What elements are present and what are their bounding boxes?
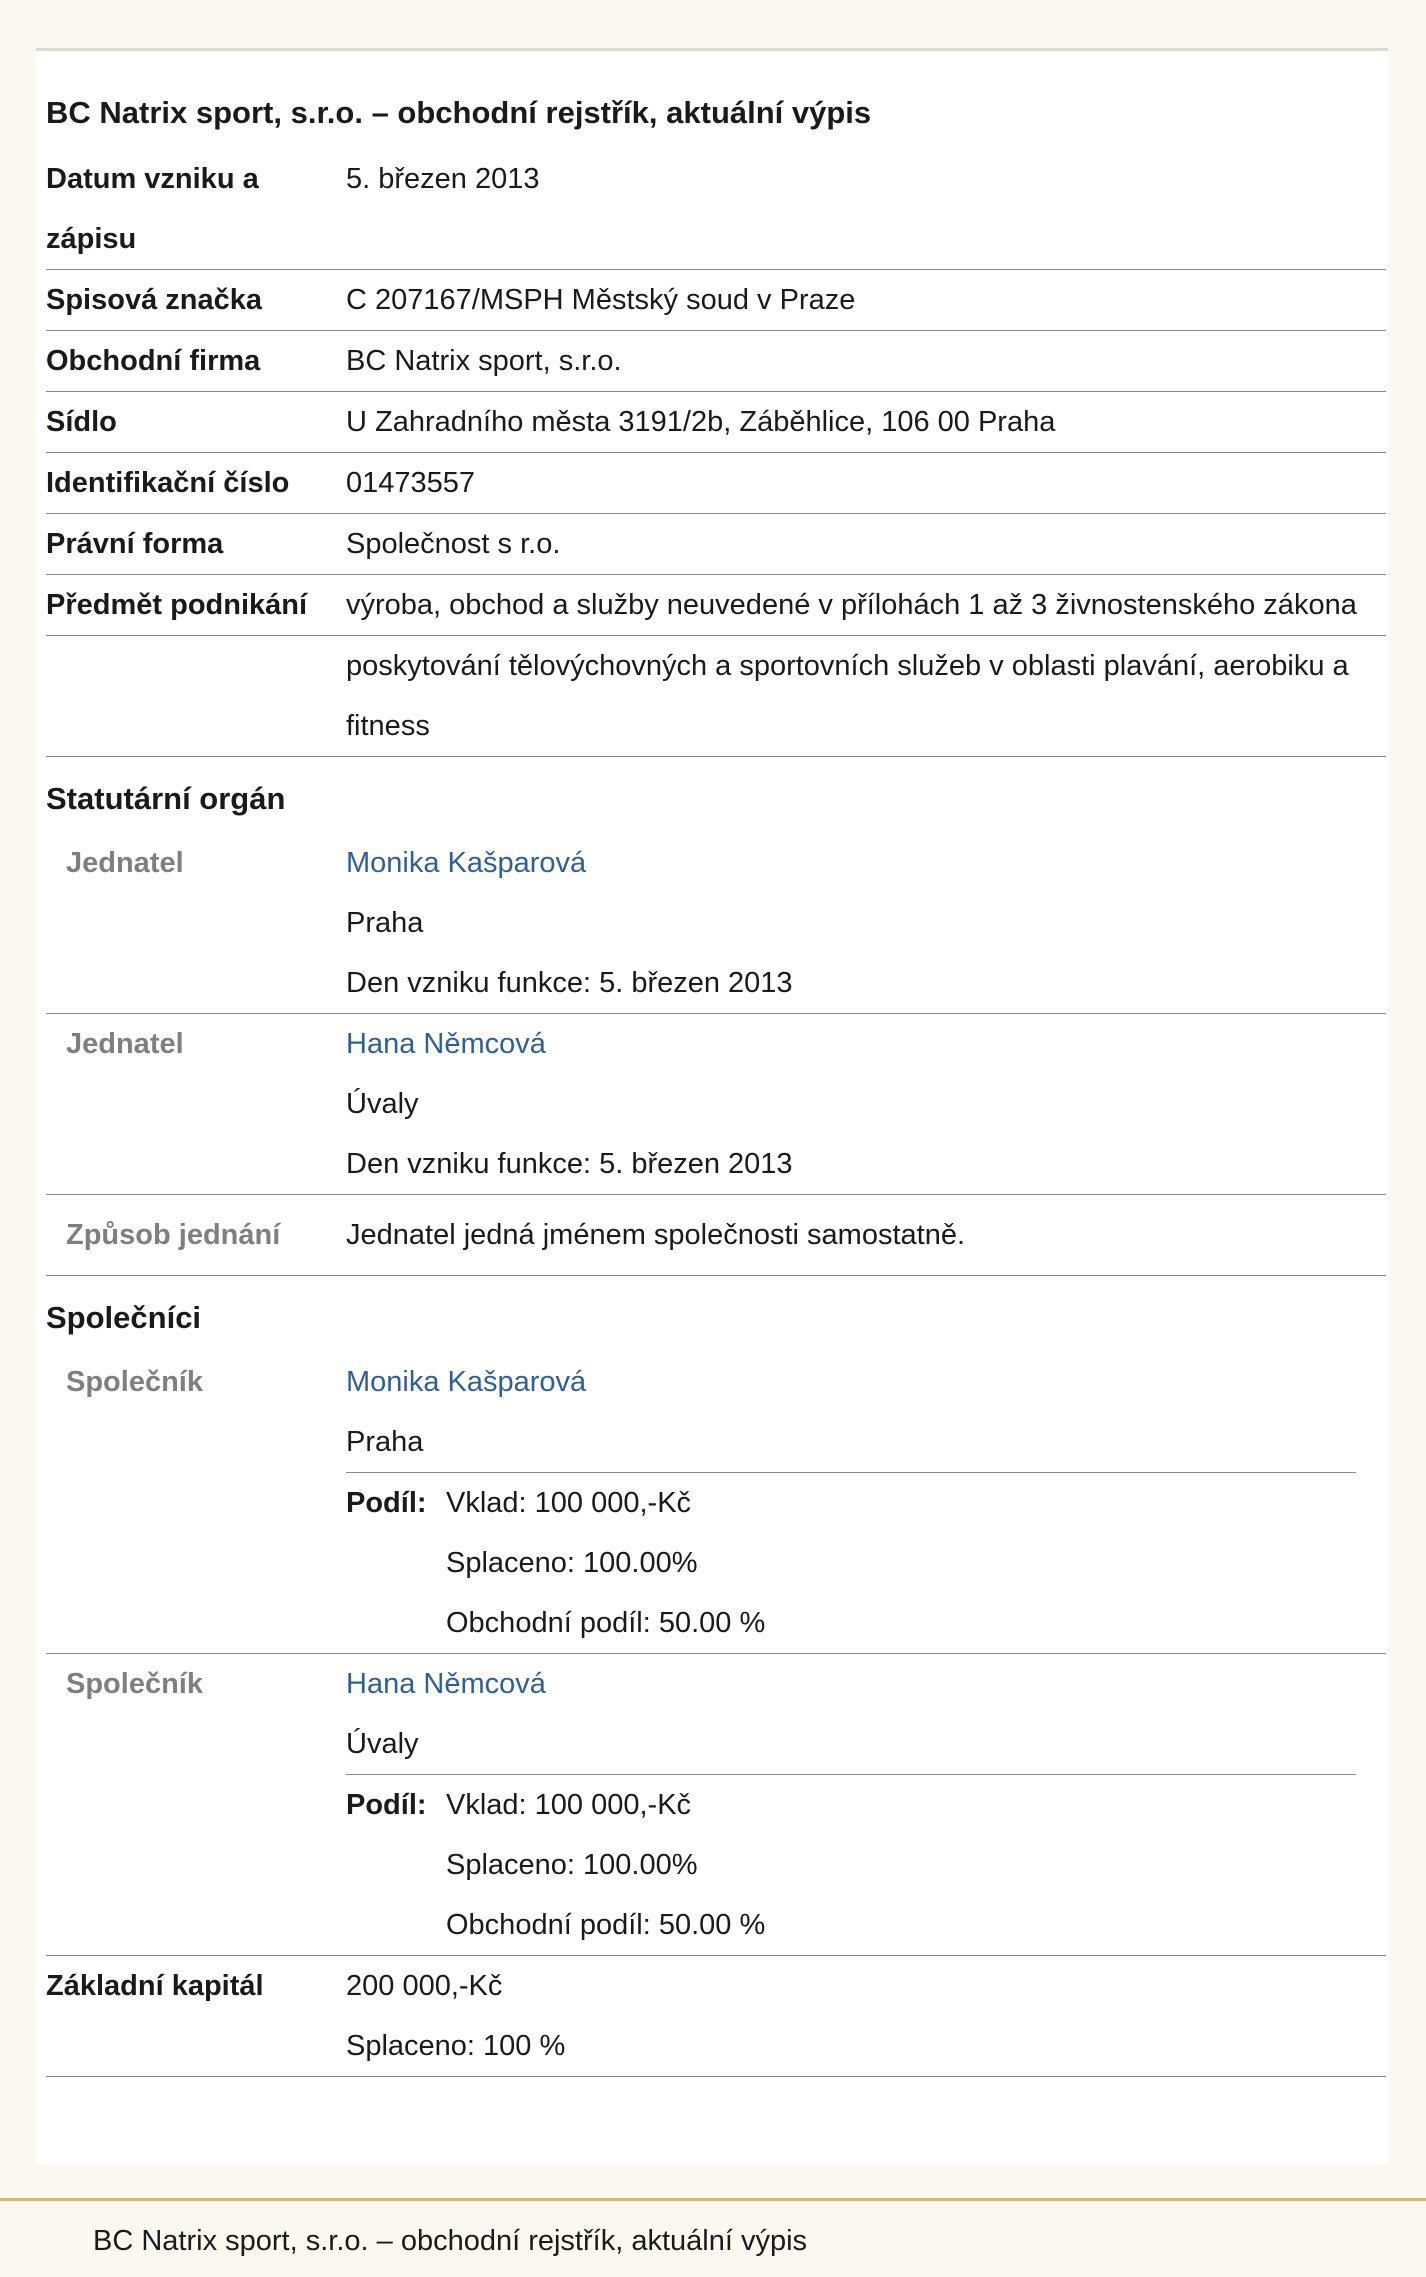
value-zpusob-jednani: Jednatel jedná jménem společnosti samostatně. (346, 1219, 966, 1251)
label-zpusob-jednani: Způsob jednání (66, 1219, 281, 1251)
value-spisova-znacka: C 207167/MSPH Městský soud v Praze (346, 284, 856, 316)
heading-spolecnici: Společníci (46, 1300, 202, 1335)
value-sidlo: U Zahradního města 3191/2b, Záběhlice, 106 00 Praha (346, 406, 1056, 438)
row-sidlo (46, 392, 1386, 453)
statutarni-member-1 (46, 833, 1386, 1014)
label-pravni-forma: Právní forma (46, 528, 224, 560)
value-obchodni-firma: BC Natrix sport, s.r.o. (346, 345, 622, 377)
spolecnik-2 (46, 1654, 1386, 1956)
person-city: Úvaly (346, 1088, 419, 1120)
share-label: Podíl: (346, 1789, 427, 1821)
role-jednatel: Jednatel (66, 847, 184, 879)
person-city: Praha (346, 907, 424, 939)
value-predmet-1: výroba, obchod a služby neuvedené v přílohách 1 až 3 živnostenského zákona (346, 589, 1357, 621)
footer (0, 2198, 1426, 2277)
label-ico: Identifikační číslo (46, 467, 290, 499)
label-obchodni-firma: Obchodní firma (46, 345, 261, 377)
person-link[interactable]: Hana Němcová (346, 1028, 546, 1060)
label-zakladni-kapital: Základní kapitál (46, 1970, 264, 2002)
value-pravni-forma: Společnost s r.o. (346, 528, 561, 560)
share-block (346, 1472, 1356, 1653)
register-content (46, 93, 1386, 2077)
row-zakladni-kapital (46, 1956, 1386, 2077)
label-sidlo: Sídlo (46, 406, 117, 438)
label-predmet: Předmět podnikání (46, 589, 308, 621)
label-empty (46, 636, 346, 756)
person-link[interactable]: Monika Kašparová (346, 1366, 587, 1398)
share-vklad: Vklad: 100 000,-Kč (446, 1789, 692, 1821)
row-predmet-1 (46, 575, 1386, 636)
row-pravni-forma (46, 514, 1386, 575)
person-city: Úvaly (346, 1728, 419, 1760)
label-datum-vzniku: Datum vzniku a zápisu (46, 163, 259, 255)
row-datum-vzniku (46, 149, 1386, 270)
value-zakladni-kapital: 200 000,-Kč (346, 1970, 503, 2002)
register-panel (36, 48, 1388, 2165)
person-city: Praha (346, 1426, 424, 1458)
share-splaceno: Splaceno: 100.00% (446, 1547, 698, 1579)
footer-text: BC Natrix sport, s.r.o. – obchodní rejstřík, aktuální výpis (93, 2225, 808, 2257)
share-obchodni-podil: Obchodní podíl: 50.00 % (446, 1607, 766, 1639)
value-ico: 01473557 (346, 467, 476, 499)
role-spolecnik: Společník (66, 1668, 203, 1700)
page-title: BC Natrix sport, s.r.o. – obchodní rejstřík, aktuální výpis (46, 95, 872, 130)
person-link[interactable]: Monika Kašparová (346, 847, 587, 879)
row-ico (46, 453, 1386, 514)
role-spolecnik: Společník (66, 1366, 203, 1398)
share-label: Podíl: (346, 1487, 427, 1519)
row-spisova-znacka (46, 270, 1386, 331)
row-predmet-2 (46, 636, 1386, 757)
function-since: Den vzniku funkce: 5. březen 2013 (346, 967, 793, 999)
share-splaceno: Splaceno: 100.00% (446, 1849, 698, 1881)
role-jednatel: Jednatel (66, 1028, 184, 1060)
spolecnik-1 (46, 1352, 1386, 1654)
row-zpusob-jednani (46, 1195, 1386, 1276)
value-datum-vzniku: 5. březen 2013 (346, 163, 540, 195)
person-link[interactable]: Hana Němcová (346, 1668, 546, 1700)
share-obchodni-podil: Obchodní podíl: 50.00 % (446, 1909, 766, 1941)
heading-statutarni: Statutární orgán (46, 781, 286, 816)
function-since: Den vzniku funkce: 5. březen 2013 (346, 1148, 793, 1180)
value-predmet-2: poskytování tělovýchovných a sportovních služeb v oblasti plavání, aerobiku a fitness (346, 650, 1349, 742)
label-spisova-znacka: Spisová značka (46, 284, 262, 316)
row-obchodni-firma (46, 331, 1386, 392)
share-vklad: Vklad: 100 000,-Kč (446, 1487, 692, 1519)
statutarni-member-2 (46, 1014, 1386, 1195)
share-block (346, 1774, 1356, 1955)
value-kapital-splaceno: Splaceno: 100 % (346, 2030, 566, 2062)
